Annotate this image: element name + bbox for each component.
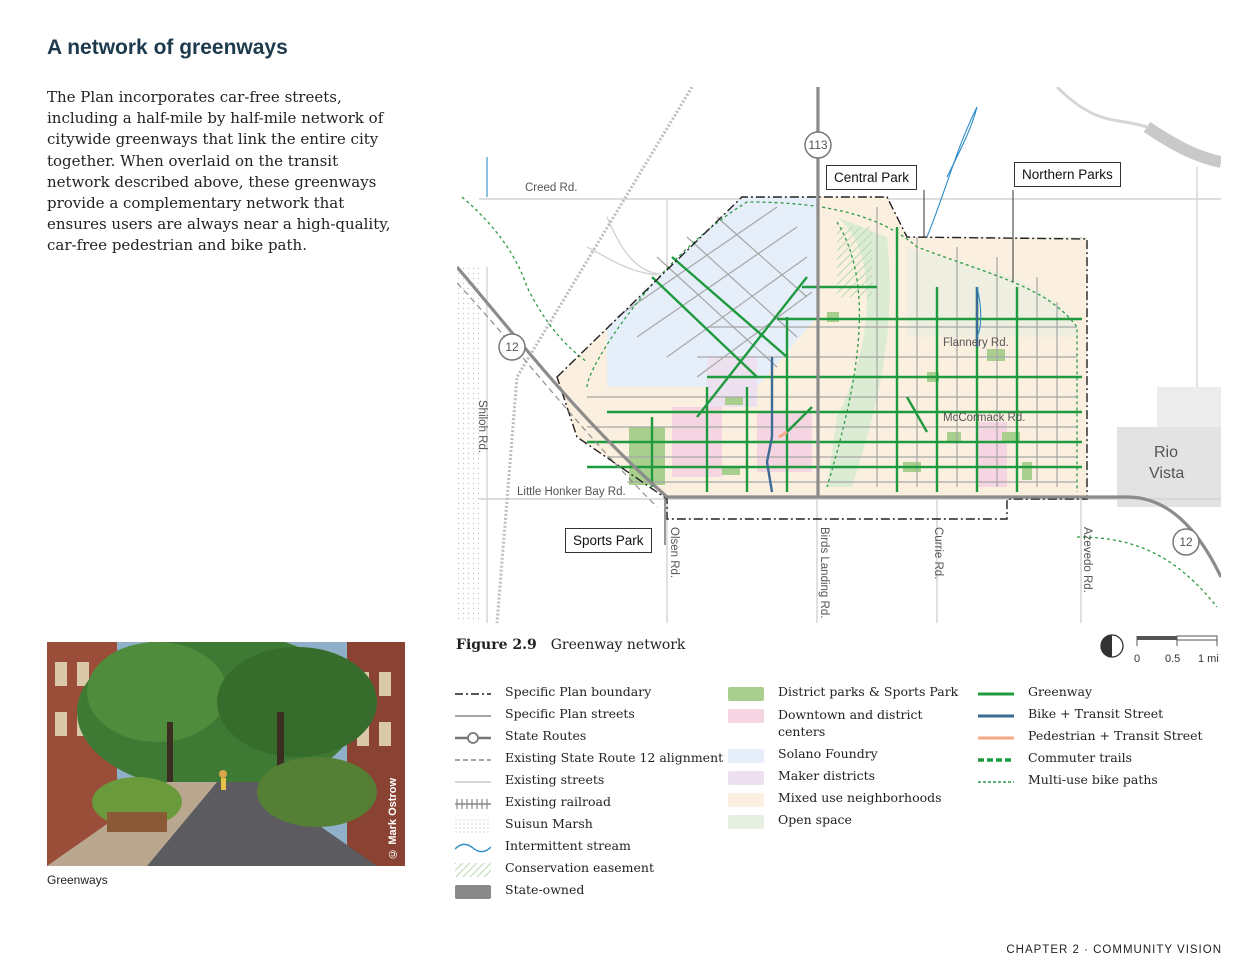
legend-item-suisun-marsh: Suisun Marsh xyxy=(455,816,725,838)
legend-item-state-routes: State Routes xyxy=(455,728,725,750)
svg-text:0: 0 xyxy=(1134,653,1141,665)
figure-title: Greenway network xyxy=(550,637,686,653)
legend-item-sr12-alignment: Existing State Route 12 alignment xyxy=(505,750,724,765)
legend-item-plan-streets: Specific Plan streets xyxy=(505,706,635,721)
legend-item-railroad: Existing railroad xyxy=(455,794,725,816)
swatch-solano-foundry xyxy=(728,749,764,763)
legend-item-state-owned: State-owned xyxy=(455,882,725,904)
currie-rd-label: Currie Rd. xyxy=(932,527,944,580)
swatch-mixed-use xyxy=(728,793,764,807)
sports-park-callout: Sports Park xyxy=(565,528,652,553)
legend-column-2 xyxy=(728,684,958,834)
legend-item-bike-transit: Bike + Transit Street xyxy=(1028,706,1164,721)
figure-caption xyxy=(456,637,685,653)
legend-item-maker-districts: Maker districts xyxy=(728,768,958,790)
greenway-map xyxy=(457,87,1221,623)
legend-item-intermittent-stream: Intermittent stream xyxy=(455,838,725,860)
swatch-open-space xyxy=(728,815,764,829)
chapter-footer: CHAPTER 2 · COMMUNITY VISION xyxy=(1006,944,1222,956)
svg-text:113: 113 xyxy=(808,138,828,152)
legend-item-commuter-trails: Commuter trails xyxy=(1028,750,1133,765)
swatch-downtown xyxy=(728,709,764,723)
legend-column-3 xyxy=(978,684,1218,794)
flannery-rd-label: Flannery Rd. xyxy=(943,337,1009,349)
route-12-shield-east xyxy=(1173,529,1199,555)
legend-item-greenway: Greenway xyxy=(1028,684,1093,699)
photo-caption: Greenways xyxy=(47,873,108,887)
azevedo-rd-label: Azevedo Rd. xyxy=(1081,527,1093,593)
central-park-callout: Central Park xyxy=(826,165,917,190)
rio-vista-label: Rio xyxy=(1154,444,1179,461)
greenway-photo xyxy=(47,642,405,866)
north-arrow-icon xyxy=(1101,635,1123,657)
intro-paragraph: The Plan incorporates car-free streets, including a half-mile by half-mile network of citywide greenways that link the entire city together. When overlaid on the transit network described above, these greenways provide a complementary network that ensures users are always near a high-quality, car-free pedestrian and bike path. xyxy=(47,88,391,255)
legend-item-plan-boundary: Specific Plan boundary xyxy=(505,684,652,699)
route-12-shield-west xyxy=(499,334,525,360)
svg-text:12: 12 xyxy=(1179,535,1193,549)
stream-icon xyxy=(455,841,491,855)
mccormack-rd-label: McCormack Rd. xyxy=(943,412,1026,424)
legend-item-open-space: Open space xyxy=(728,812,958,834)
page-title: A network of greenways xyxy=(47,36,288,59)
legend-column-1 xyxy=(455,684,725,904)
figure-number: Figure 2.9 xyxy=(456,637,537,653)
legend-item-conservation-easement: Conservation easement xyxy=(455,860,725,882)
little-honker-bay-rd-label: Little Honker Bay Rd. xyxy=(517,486,626,498)
swatch-maker-districts xyxy=(728,771,764,785)
shiloh-rd-label: Shiloh Rd. xyxy=(476,400,488,454)
route-113-shield xyxy=(805,132,831,158)
birds-landing-rd-label: Birds Landing Rd. xyxy=(818,527,830,619)
scale-bar xyxy=(1100,632,1222,666)
rio-vista-label-2: Vista xyxy=(1149,465,1185,482)
svg-text:12: 12 xyxy=(505,340,519,354)
legend-item-district-parks: District parks & Sports Park xyxy=(728,684,958,706)
swatch-district-parks xyxy=(728,687,764,701)
svg-text:0.5: 0.5 xyxy=(1165,653,1181,665)
creed-rd-label: Creed Rd. xyxy=(525,182,578,194)
legend-item-mixed-use: Mixed use neighborhoods xyxy=(728,790,958,812)
railroad-icon xyxy=(455,797,491,811)
legend-item-bike-paths: Multi-use bike paths xyxy=(1028,772,1158,787)
legend-item-pedestrian-transit: Pedestrian + Transit Street xyxy=(1028,728,1203,743)
legend-item-solano-foundry: Solano Foundry xyxy=(728,746,958,768)
northern-parks-callout: Northern Parks xyxy=(1014,162,1121,187)
photo-credit: © Mark Ostrow xyxy=(387,778,399,860)
olsen-rd-label: Olsen Rd. xyxy=(668,527,680,579)
legend-item-downtown: Downtown and district centers xyxy=(728,706,958,746)
legend-item-existing-streets: Existing streets xyxy=(505,772,605,787)
svg-text:1 mi: 1 mi xyxy=(1198,653,1219,665)
